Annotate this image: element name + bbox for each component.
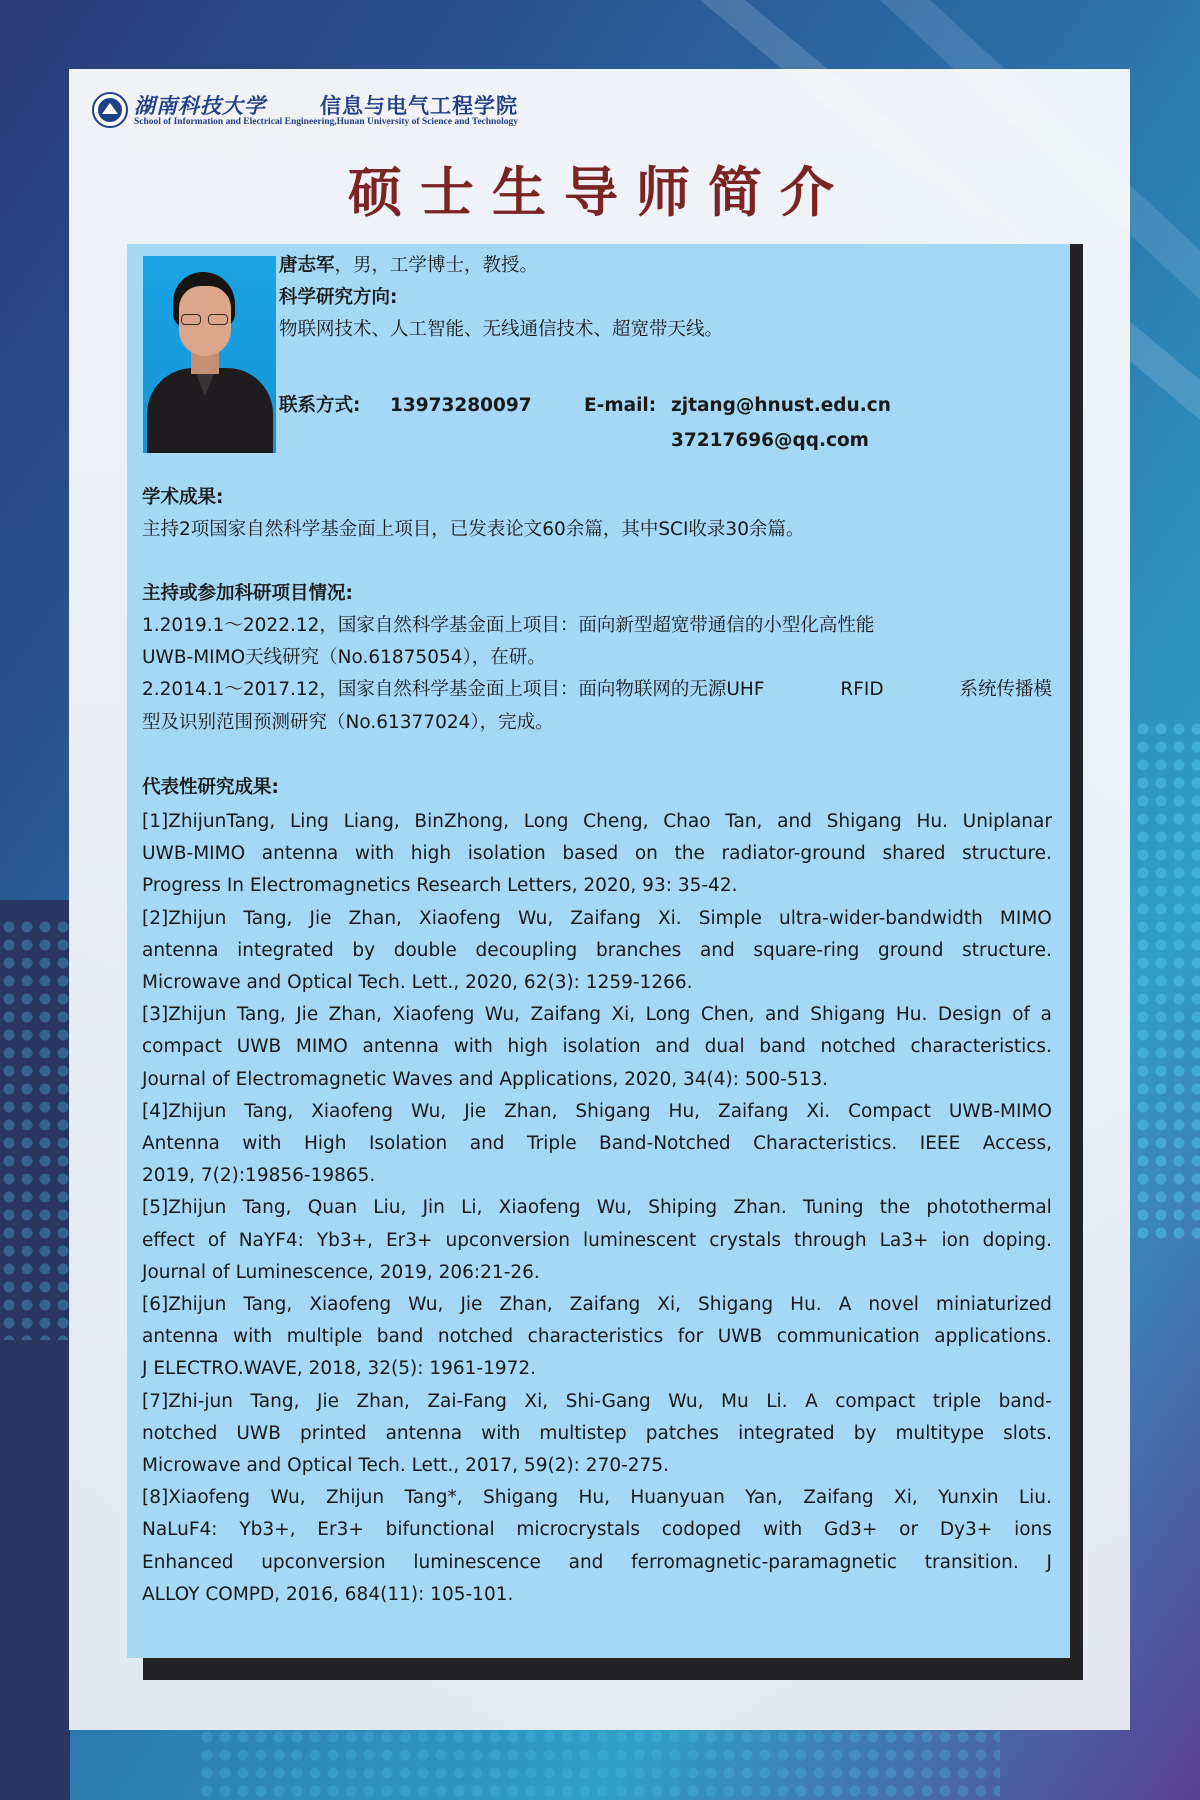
research-text: 物联网技术、人工智能、无线通信技术、超宽带天线。 (279, 319, 724, 340)
email-primary: zjtang@hnust.edu.cn (671, 395, 891, 416)
school-name-english: School of Information and Electrical Engineering,Hunan University of Science and Technology (134, 117, 518, 127)
text-line: J ELECTRO.WAVE, 2018, 32(5): 1961-1972. (142, 1358, 537, 1380)
text-line: NaLuF4: Yb3+, Er3+ bifunctional microcrystals codoped with Gd3+ or Dy3+ ions (142, 1519, 1052, 1541)
text-line: compact UWB MIMO antenna with high isolation and dual band notched characteristics. (142, 1036, 1052, 1058)
email-label: E-mail: (584, 395, 657, 416)
text-line: antenna integrated by double decoupling branches and square-ring ground structure. (142, 939, 1052, 961)
email-secondary: 37217696@qq.com (671, 430, 869, 451)
projects-list (142, 610, 1052, 739)
page-title: 硕士生导师简介 (348, 160, 852, 224)
text-line: [6]Zhijun Tang, Xiaofeng Wu, Jie Zhan, Zaifang Xi, Shigang Hu. A novel miniaturized (142, 1294, 1052, 1316)
achievements-text: 主持2项国家自然科学基金面上项目，已发表论文60余篇，其中SCI收录30余篇。 (142, 519, 805, 540)
text-line: [4]Zhijun Tang, Xiaofeng Wu, Jie Zhan, Shigang Hu, Zaifang Xi. Compact UWB-MIMO (142, 1100, 1052, 1122)
text-line: [8]Xiaofeng Wu, Zhijun Tang*, Shigang Hu, Huanyuan Yan, Zaifang Xi, Yunxin Liu. (142, 1487, 1052, 1509)
text-line: Antenna with High Isolation and Triple Band-Notched Characteristics. IEEE Access, (142, 1133, 1052, 1155)
text-line: [5]Zhijun Tang, Quan Liu, Jin Li, Xiaofeng Wu, Shiping Zhan. Tuning the photothermal (142, 1197, 1052, 1219)
text-line: Journal of Luminescence, 2019, 206:21-26. (142, 1261, 540, 1283)
text-line: Progress In Electromagnetics Research Letters, 2020, 93: 35-42. (142, 875, 738, 897)
bio-text: ，男，工学博士，教授。 (334, 255, 539, 276)
text-line: [2]Zhijun Tang, Jie Zhan, Xiaofeng Wu, Zaifang Xi. Simple ultra-wider-bandwidth MIMO (142, 907, 1052, 929)
university-name: 湖南科技大学 (134, 93, 266, 118)
achievements-heading: 学术成果: (142, 487, 224, 508)
text-line: Microwave and Optical Tech. Lett., 2020, 62(3): 1259-1266. (142, 972, 693, 994)
publications-heading: 代表性研究成果: (142, 777, 279, 798)
text-line: [1]ZhijunTang, Ling Liang, BinZhong, Long Cheng, Chao Tan, and Shigang Hu. Uniplanar (142, 811, 1052, 832)
research-heading: 科学研究方向: (279, 287, 398, 308)
text-line: 2.2014.1～2017.12，国家自然科学基金面上项目：面向物联网的无源UHF RFID 系统传播模 (142, 679, 1052, 701)
profile-card (127, 244, 1070, 1658)
text-line: effect of NaYF4: Yb3+, Er3+ upconversion luminescent crystals through La3+ ion doping. (142, 1229, 1052, 1251)
projects-heading: 主持或参加科研项目情况: (142, 583, 353, 604)
text-line: 2019, 7(2):19856-19865. (142, 1165, 376, 1187)
school-header (92, 88, 612, 132)
phone-number: 13973280097 (390, 395, 532, 416)
text-line: antenna with multiple band notched characteristics for UWB communication applications. (142, 1326, 1052, 1348)
text-line: Journal of Electromagnetic Waves and Applications, 2020, 34(4): 500-513. (142, 1068, 829, 1090)
text-line: notched UWB printed antenna with multistep patches integrated by multitype slots. (142, 1422, 1052, 1444)
text-line: [3]Zhijun Tang, Jie Zhan, Xiaofeng Wu, Zaifang Xi, Long Chen, and Shigang Hu. Design of a (142, 1004, 1052, 1026)
text-line: UWB-MIMO天线研究（No.61875054），在研。 (142, 647, 546, 669)
text-line: [7]Zhi-jun Tang, Jie Zhan, Zai-Fang Xi, Shi-Gang Wu, Mu Li. A compact triple band- (142, 1390, 1052, 1412)
publications-list (142, 806, 1052, 1611)
text-line: UWB-MIMO antenna with high isolation based on the radiator-ground shared structure. (142, 843, 1052, 865)
text-line: Microwave and Optical Tech. Lett., 2017, 59(2): 270-275. (142, 1455, 669, 1477)
text-line: 1.2019.1～2022.12，国家自然科学基金面上项目：面向新型超宽带通信的小型化高性能 (142, 615, 875, 636)
university-logo-icon (92, 92, 128, 128)
profile-photo (143, 256, 276, 453)
bio-line (279, 250, 538, 282)
text-line: ALLOY COMPD, 2016, 684(11): 105-101. (142, 1583, 514, 1605)
text-line: Enhanced upconversion luminescence and ferromagnetic-paramagnetic transition. J (142, 1551, 1052, 1573)
text-line: 型及识别范围预测研究（No.61377024），完成。 (142, 711, 554, 733)
person-name: 唐志军 (279, 255, 335, 276)
school-name: 信息与电气工程学院 (320, 93, 518, 118)
contact-label: 联系方式: (279, 395, 361, 416)
